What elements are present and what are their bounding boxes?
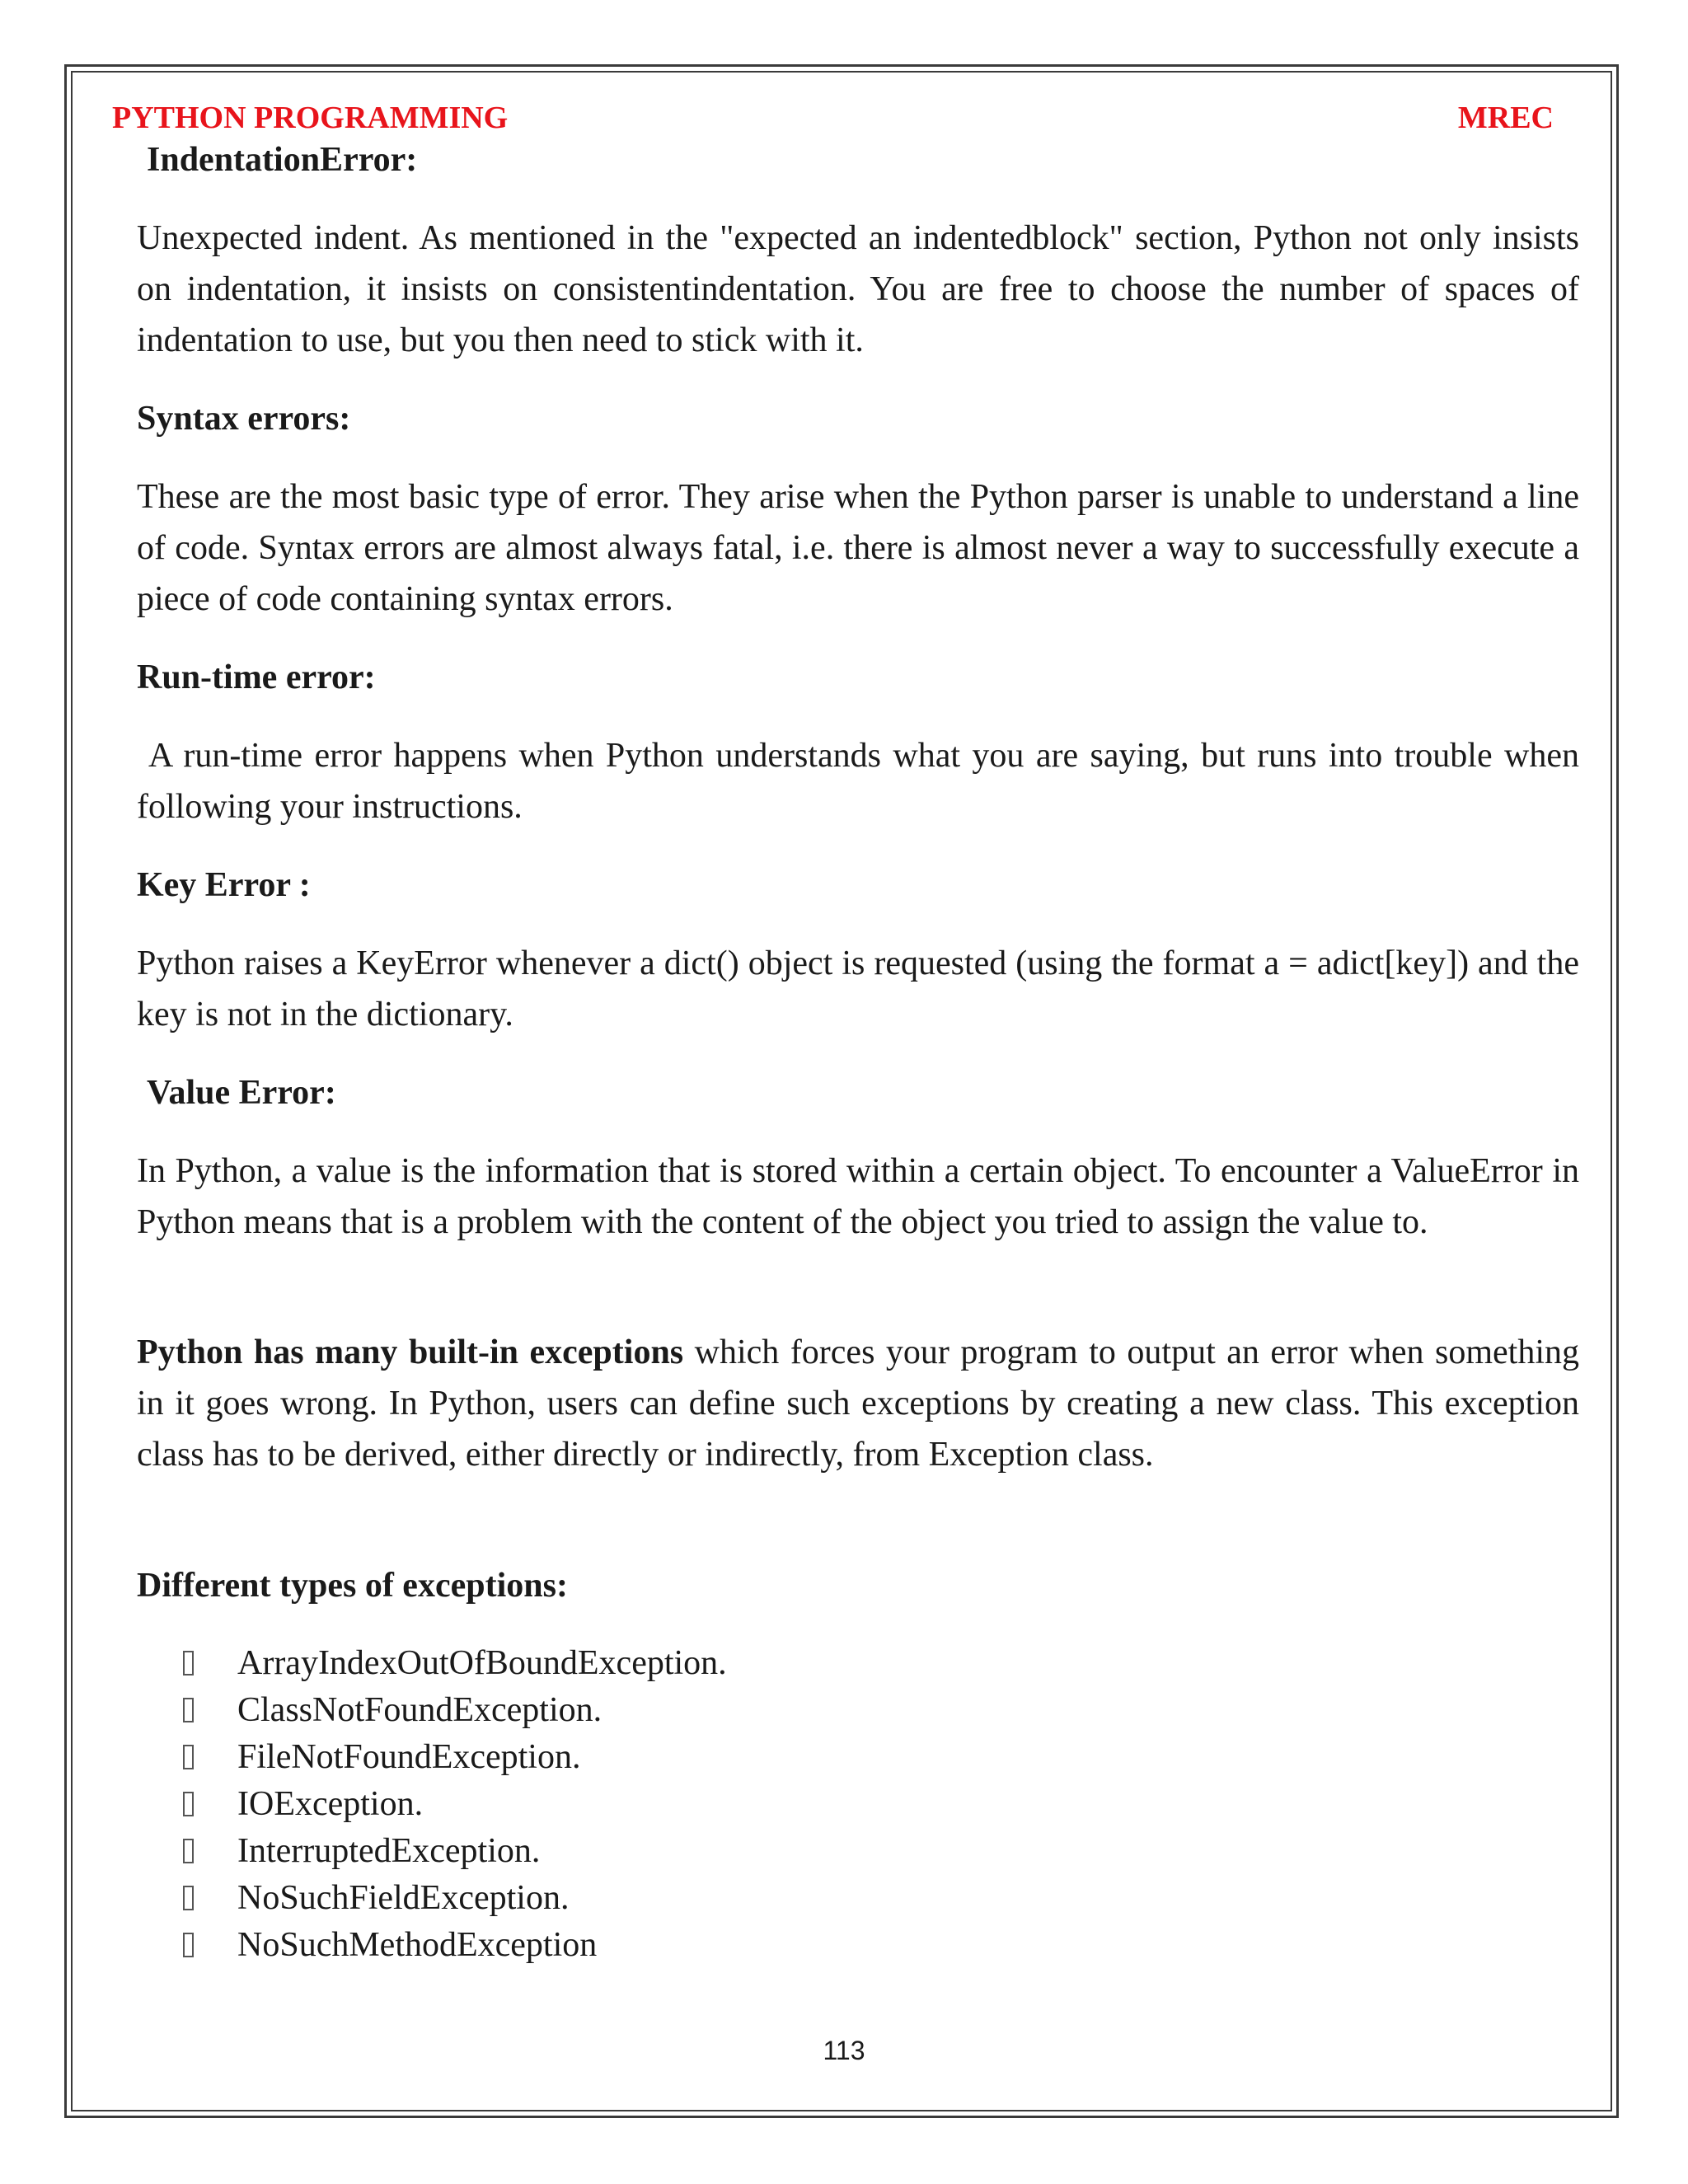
heading-colon: : bbox=[290, 866, 311, 904]
section-indentation-text: Unexpected indent. As mentioned in the "expected an indentedblock" section, Python not only insists on indentation, it insists on consistentindentation. You are free to choose the number of spaces of indentation to use, but you then need to stick with it. bbox=[137, 219, 1579, 359]
builtin-exceptions-text bbox=[137, 1327, 1579, 1480]
section-heading: Key Error bbox=[137, 866, 291, 904]
heading-colon: : bbox=[339, 400, 351, 438]
bullet-icon bbox=[183, 1792, 194, 1816]
page-number: 113 bbox=[823, 2036, 865, 2065]
list-item: NoSuchMethodException bbox=[183, 1922, 727, 1969]
section-indentation-heading bbox=[147, 138, 1589, 181]
section-heading: Syntax errors bbox=[137, 400, 340, 438]
section-heading: Different types of exceptions: bbox=[137, 1567, 568, 1605]
exception-types-heading bbox=[137, 1564, 1579, 1607]
bullet-icon bbox=[183, 1698, 194, 1722]
course-title: PYTHON PROGRAMMING bbox=[112, 101, 509, 135]
exception-list bbox=[183, 1640, 727, 1969]
section-heading: IndentationError: bbox=[147, 141, 418, 179]
builtin-rest: which forces your program to output an error when something in it goes wrong. In Python, users can define such exceptions by creating a new class. This exception class has to be derived, either directly or indirectly, from Exception class. bbox=[137, 1333, 1579, 1474]
list-item: NoSuchFieldException. bbox=[183, 1875, 727, 1922]
list-item: ArrayIndexOutOfBoundException. bbox=[183, 1640, 727, 1687]
builtin-lead: Python has many built-in exceptions bbox=[137, 1333, 684, 1371]
section-runtime-heading bbox=[137, 656, 1579, 699]
section-heading: Run-time error bbox=[137, 658, 364, 696]
list-item: ClassNotFoundException. bbox=[183, 1687, 727, 1734]
section-heading: Value Error: bbox=[147, 1074, 336, 1112]
section-valueerror-heading bbox=[147, 1071, 1589, 1114]
section-valueerror-text: In Python, a value is the information that is stored within a certain object. To encounter a ValueError in Python means that is a problem with the content of the object you tried to assign the value to. bbox=[137, 1152, 1579, 1241]
bullet-icon bbox=[183, 1886, 194, 1910]
bullet-icon bbox=[183, 1933, 194, 1957]
section-runtime-text: A run-time error happens when Python understands what you are saying, but runs into trouble when following your instructions. bbox=[137, 737, 1579, 826]
list-item: FileNotFoundException. bbox=[183, 1734, 727, 1781]
section-keyerror-heading bbox=[137, 864, 1579, 907]
section-syntax-text: These are the most basic type of error. They arise when the Python parser is unable to understand a line of code. Syntax errors are almost always fatal, i.e. there is almost never a way to successfully execute a piece of code containing syntax errors. bbox=[137, 478, 1579, 618]
list-item: InterruptedException. bbox=[183, 1828, 727, 1875]
section-keyerror-text: Python raises a KeyError whenever a dict() object is requested (using the format a = adict[key]) and the key is not in the dictionary. bbox=[137, 944, 1579, 1033]
bullet-icon bbox=[183, 1839, 194, 1863]
section-syntax-heading bbox=[137, 397, 1579, 440]
institution-name: MREC bbox=[1457, 101, 1554, 135]
bullet-icon bbox=[183, 1651, 194, 1675]
list-item: IOException. bbox=[183, 1781, 727, 1828]
heading-colon: : bbox=[363, 658, 376, 696]
bullet-icon bbox=[183, 1745, 194, 1769]
